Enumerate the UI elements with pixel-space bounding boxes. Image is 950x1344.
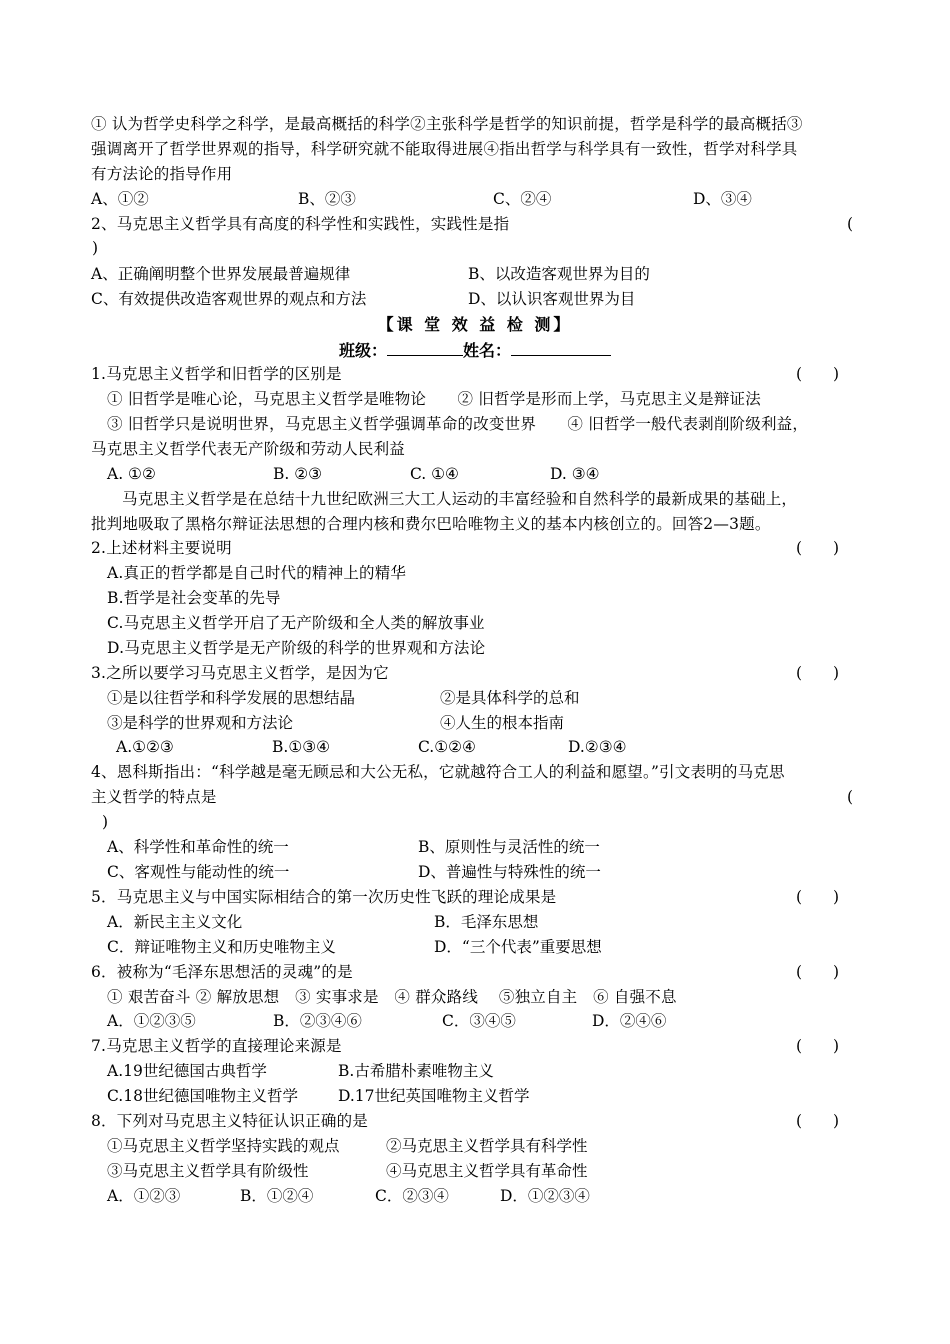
q4-stem-line-2: 主义哲学的特点是 <box>91 788 217 806</box>
q8-option-b: B．①②④ <box>240 1187 314 1205</box>
q7-option-b: B.古希腊朴素唯物主义 <box>338 1062 494 1080</box>
q6-answer-paren: ( ) <box>796 963 840 981</box>
q6-items: ① 艰苦奋斗 ② 解放思想 ③ 实事求是 ④ 群众路线 ⑤独立自主 ⑥ 自强不息 <box>107 988 677 1006</box>
q3-answer-paren: ( ) <box>796 664 840 682</box>
q3-item-4: ④人生的根本指南 <box>440 714 565 732</box>
q5-option-d: D．“三个代表”重要思想 <box>434 938 602 956</box>
q7-stem: 7.马克思主义哲学的直接理论来源是 <box>91 1037 342 1055</box>
q8-item-1: ①马克思主义哲学坚持实践的观点 <box>107 1137 340 1155</box>
q5-stem: 5．马克思主义与中国实际相结合的第一次历史性飞跃的理论成果是 <box>91 888 557 906</box>
q2-option-a: A.真正的哲学都是自己时代的精神上的精华 <box>107 564 407 582</box>
q2pre-option-b: B、以改造客观世界为目的 <box>468 265 650 283</box>
q2pre-answer-paren-close: ) <box>92 239 99 257</box>
q5-answer-paren: ( ) <box>796 888 840 906</box>
q8-option-a: A．①②③ <box>107 1187 181 1205</box>
q6-stem: 6．被称为“毛泽东思想活的灵魂”的是 <box>91 963 353 981</box>
class-blank[interactable] <box>387 339 463 356</box>
q4-answer-paren-open: ( <box>847 788 854 806</box>
q5-option-c: C．辩证唯物主义和历史唯物主义 <box>107 938 336 956</box>
q2pre-option-a: A、正确阐明整个世界发展最普遍规律 <box>91 265 351 283</box>
q7-answer-paren: ( ) <box>796 1037 840 1055</box>
q3-stem: 3.之所以要学习马克思主义哲学，是因为它 <box>91 664 389 682</box>
q6-option-c: C．③④⑤ <box>442 1012 516 1030</box>
q2-answer-paren: ( ) <box>796 539 840 557</box>
q3-option-c: C.①②④ <box>418 738 476 756</box>
q4-option-c: C、客观性与能动性的统一 <box>107 863 290 881</box>
prev-option-d: D、③④ <box>693 190 752 208</box>
q1-choice-line-2: ③ 旧哲学只是说明世界，马克思主义哲学强调革命的改变世界 ④ 旧哲学一般代表剥削阶级利益， <box>107 415 809 433</box>
q8-option-d: D．①②③④ <box>500 1187 590 1205</box>
q5-option-b: B．毛泽东思想 <box>434 913 539 931</box>
q2pre-option-c: C、有效提供改造客观世界的观点和方法 <box>91 290 367 308</box>
q3-item-2: ②是具体科学的总和 <box>440 689 580 707</box>
q7-option-c: C.18世纪德国唯物主义哲学 <box>107 1087 298 1105</box>
q6-option-d: D．②④⑥ <box>592 1012 667 1030</box>
q8-item-3: ③马克思主义哲学具有阶级性 <box>107 1162 309 1180</box>
q3-option-d: D.②③④ <box>568 738 627 756</box>
q3-item-3: ③是科学的世界观和方法论 <box>107 714 294 732</box>
q5-option-a: A．新民主主义文化 <box>107 913 243 931</box>
q1-option-d: D. ③④ <box>550 465 600 483</box>
q4-answer-paren-close: ) <box>102 813 109 831</box>
q1-choice-line-1: ① 旧哲学是唯心论，马克思主义哲学是唯物论 ② 旧哲学是形而上学，马克思主义是辩证法 <box>107 390 761 408</box>
q2pre-answer-paren-open: ( <box>847 215 854 233</box>
q1-option-b: B. ②③ <box>273 465 323 483</box>
q2pre-option-d: D、以认识客观世界为目 <box>468 290 636 308</box>
q4-option-b: B、原则性与灵活性的统一 <box>418 838 600 856</box>
q4-option-d: D、普遍性与特殊性的统一 <box>418 863 601 881</box>
q4-option-a: A、科学性和革命性的统一 <box>107 838 289 856</box>
q2pre-stem: 2、马克思主义哲学具有高度的科学性和实践性，实践性是指 <box>91 215 510 233</box>
prev-question-stem-line-2: 强调离开了哲学世界观的指导，科学研究就不能取得进展④指出哲学与科学具有一致性，哲学对科学具 <box>91 140 798 158</box>
q8-stem: 8．下列对马克思主义特征认识正确的是 <box>91 1112 368 1130</box>
prev-option-a: A、①② <box>91 190 149 208</box>
name-label: 姓名： <box>463 341 512 360</box>
q1-answer-paren: ( ) <box>796 365 840 383</box>
name-blank[interactable] <box>511 339 611 356</box>
class-label: 班级： <box>338 341 387 360</box>
prev-question-stem-line-1: ① 认为哲学史科学之科学，是最高概括的科学②主张科学是哲学的知识前提，哲学是科学的最高概括③ <box>91 115 803 133</box>
q3-item-1: ①是以往哲学和科学发展的思想结晶 <box>107 689 356 707</box>
q8-option-c: C．②③④ <box>375 1187 449 1205</box>
q3-option-a: A.①②③ <box>116 738 174 756</box>
q6-option-a: A．①②③⑤ <box>107 1012 196 1030</box>
q1-stem: 1.马克思主义哲学和旧哲学的区别是 <box>91 365 342 383</box>
q8-answer-paren: ( ) <box>796 1112 840 1130</box>
q2-stem: 2.上述材料主要说明 <box>91 539 232 557</box>
q7-option-d: D.17世纪英国唯物主义哲学 <box>338 1087 530 1105</box>
prev-option-c: C、②④ <box>493 190 552 208</box>
q8-item-4: ④马克思主义哲学具有革命性 <box>386 1162 588 1180</box>
student-info-row <box>0 339 950 363</box>
prev-question-stem-line-3: 有方法论的指导作用 <box>91 165 233 183</box>
q1-option-c: C. ①④ <box>410 465 459 483</box>
prev-option-b: B、②③ <box>298 190 356 208</box>
q2-option-b: B.哲学是社会变革的先导 <box>107 589 281 607</box>
q6-option-b: B．②③④⑥ <box>273 1012 362 1030</box>
q3-option-b: B.①③④ <box>272 738 331 756</box>
q2-option-d: D.马克思主义哲学是无产阶级的科学的世界观和方法论 <box>107 639 486 657</box>
q2-option-c: C.马克思主义哲学开启了无产阶级和全人类的解放事业 <box>107 614 485 632</box>
section-title: 【课 堂 效 益 检 测】 <box>377 315 573 334</box>
q4-stem-line-1: 4、恩科斯指出：“科学越是毫无顾忌和大公无私，它就越符合工人的利益和愿望。”引文表明的马克思 <box>91 763 785 781</box>
material-line-2: 批判地吸取了黑格尔辩证法思想的合理内核和费尔巴哈唯物主义的基本内核创立的。回答2—3题。 <box>91 515 771 533</box>
material-line-1: 马克思主义哲学是在总结十九世纪欧洲三大工人运动的丰富经验和自然科学的最新成果的基础上， <box>122 490 798 508</box>
q8-item-2: ②马克思主义哲学具有科学性 <box>386 1137 588 1155</box>
q7-option-a: A.19世纪德国古典哲学 <box>107 1062 267 1080</box>
q1-option-a: A. ①② <box>107 465 156 483</box>
q1-choice-line-3: 马克思主义哲学代表无产阶级和劳动人民利益 <box>91 440 406 458</box>
